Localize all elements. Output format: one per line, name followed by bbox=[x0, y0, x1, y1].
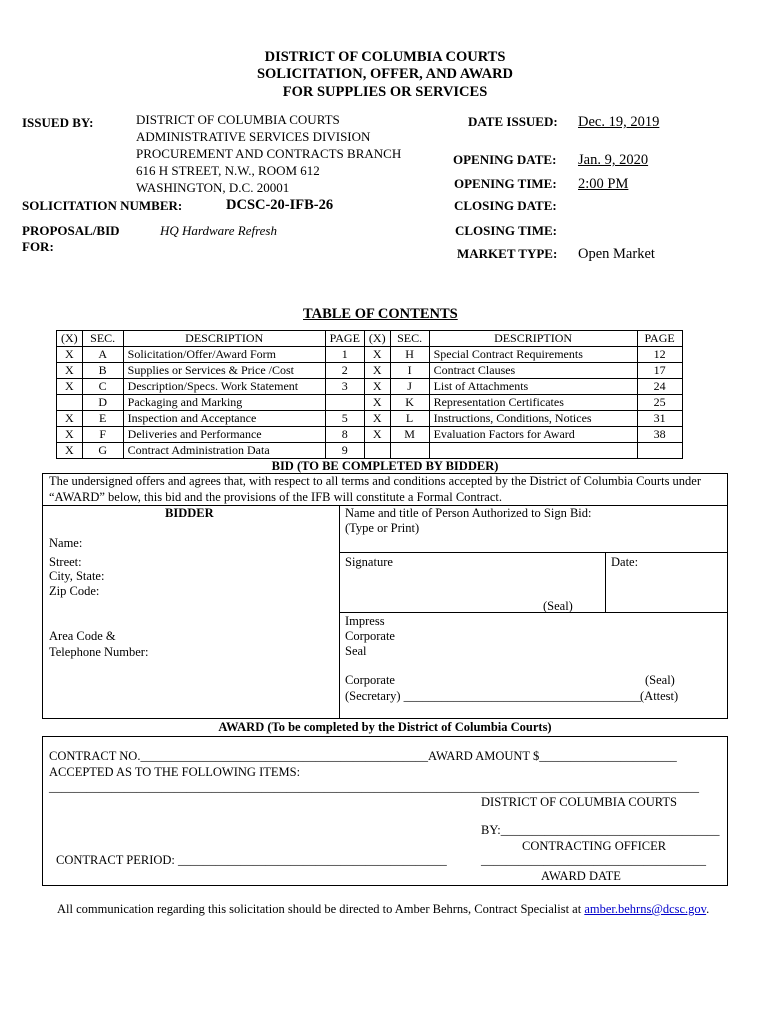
toc-cell: 3 bbox=[325, 379, 364, 395]
contact-email-link[interactable]: amber.behrns@dcsc.gov bbox=[584, 902, 707, 916]
toc-cell: Deliveries and Performance bbox=[123, 427, 325, 443]
toc-cell bbox=[57, 395, 83, 411]
toc-cell: Supplies or Services & Price /Cost bbox=[123, 363, 325, 379]
contract-number-line: CONTRACT NO.______________________________________________AWARD AMOUNT $______________________ bbox=[49, 749, 677, 763]
toc-cell bbox=[325, 395, 364, 411]
closing-time-label: CLOSING TIME: bbox=[455, 223, 557, 238]
toc-cell: X bbox=[57, 411, 83, 427]
toc-cell: 12 bbox=[637, 347, 682, 363]
document-title-line-2: SOLICITATION, OFFER, AND AWARD bbox=[256, 66, 514, 82]
toc-cell: Description/Specs. Work Statement bbox=[123, 379, 325, 395]
attest-label: (Attest) bbox=[640, 689, 679, 703]
toc-cell: 2 bbox=[325, 363, 364, 379]
toc-header-description-left: DESCRIPTION bbox=[123, 331, 325, 347]
toc-cell: L bbox=[390, 411, 429, 427]
closing-date-label: CLOSING DATE: bbox=[454, 198, 557, 213]
toc-cell: E bbox=[82, 411, 123, 427]
solicitation-number: DCSC-20-IFB-26 bbox=[226, 197, 334, 213]
dc-courts-label: DISTRICT OF COLUMBIA COURTS bbox=[481, 795, 677, 809]
toc-cell: X bbox=[57, 347, 83, 363]
corporate-seal-label: (Seal) bbox=[645, 673, 675, 687]
date-divider bbox=[605, 552, 606, 612]
toc-cell: X bbox=[364, 363, 390, 379]
date-issued-label: DATE ISSUED: bbox=[468, 114, 558, 129]
toc-cell: H bbox=[390, 347, 429, 363]
toc-row bbox=[57, 347, 683, 363]
secretary-line: (Secretary) ______________________________________ bbox=[345, 689, 642, 703]
toc-cell: X bbox=[364, 347, 390, 363]
toc-cell: 1 bbox=[325, 347, 364, 363]
toc-cell: K bbox=[390, 395, 429, 411]
opening-time-label: OPENING TIME: bbox=[454, 176, 557, 191]
toc-cell: I bbox=[390, 363, 429, 379]
market-type-value: Open Market bbox=[578, 246, 655, 262]
opening-date-value: Jan. 9, 2020 bbox=[578, 152, 649, 168]
bid-intro-line-1: The undersigned offers and agrees that, with respect to all terms and conditions accepted by the District of Columbia Courts under bbox=[49, 474, 702, 488]
contracting-officer-label: CONTRACTING OFFICER bbox=[522, 839, 667, 853]
proposal-value: HQ Hardware Refresh bbox=[160, 223, 277, 238]
type-or-print-label: (Type or Print) bbox=[345, 521, 420, 535]
by-signature-line: BY:___________________________________ bbox=[481, 823, 720, 837]
toc-cell: Special Contract Requirements bbox=[429, 347, 637, 363]
toc-cell: F bbox=[82, 427, 123, 443]
impress-label: Impress bbox=[345, 614, 385, 628]
signature-label: Signature bbox=[345, 555, 393, 569]
issued-by-label: ISSUED BY: bbox=[22, 115, 94, 130]
toc-cell: B bbox=[82, 363, 123, 379]
signature-top-divider bbox=[339, 552, 728, 553]
toc-cell: X bbox=[57, 427, 83, 443]
toc-cell: 38 bbox=[637, 427, 682, 443]
seal-divider bbox=[339, 612, 728, 613]
toc-cell: J bbox=[390, 379, 429, 395]
toc-header-row bbox=[57, 331, 683, 347]
name-title-label: Name and title of Person Authorized to Sign Bid: bbox=[345, 506, 592, 520]
toc-cell: Contract Administration Data bbox=[123, 443, 325, 459]
proposal-for-label: FOR: bbox=[22, 239, 54, 254]
toc-title: TABLE OF CONTENTS bbox=[303, 306, 458, 322]
toc-cell: 9 bbox=[325, 443, 364, 459]
toc-cell bbox=[364, 443, 390, 459]
award-date-line: ____________________________________ bbox=[481, 853, 706, 867]
impress-seal-label: Seal bbox=[345, 644, 367, 658]
toc-cell bbox=[390, 443, 429, 459]
toc-cell: M bbox=[390, 427, 429, 443]
telephone-label: Telephone Number: bbox=[49, 645, 149, 659]
toc-header-x-right: (X) bbox=[364, 331, 390, 347]
toc-cell: 31 bbox=[637, 411, 682, 427]
toc-cell: Evaluation Factors for Award bbox=[429, 427, 637, 443]
toc-header-sec-right: SEC. bbox=[390, 331, 429, 347]
issuer-line-2: ADMINISTRATIVE SERVICES DIVISION bbox=[136, 129, 371, 144]
corporate-label: Corporate bbox=[345, 673, 395, 687]
award-date-label: AWARD DATE bbox=[541, 869, 621, 883]
market-type-label: MARKET TYPE: bbox=[457, 246, 558, 261]
bidder-label: BIDDER bbox=[165, 506, 214, 520]
toc-cell: X bbox=[57, 443, 83, 459]
footer-text: All communication regarding this solicitation should be directed to Amber Behrns, Contract Specialist at bbox=[57, 902, 582, 916]
toc-row bbox=[57, 411, 683, 427]
toc-cell: Inspection and Acceptance bbox=[123, 411, 325, 427]
issuer-line-3: PROCUREMENT AND CONTRACTS BRANCH bbox=[136, 146, 402, 161]
toc-row bbox=[57, 427, 683, 443]
toc-cell: List of Attachments bbox=[429, 379, 637, 395]
issuer-line-4: 616 H STREET, N.W., ROOM 612 bbox=[136, 163, 320, 178]
toc-cell: 8 bbox=[325, 427, 364, 443]
toc-header-description-right: DESCRIPTION bbox=[429, 331, 637, 347]
toc-cell: Contract Clauses bbox=[429, 363, 637, 379]
toc-cell: 25 bbox=[637, 395, 682, 411]
bid-intro-line-2: “AWARD” below, this bid and the provisions of the IFB will constitute a Formal Contract. bbox=[49, 490, 502, 504]
impress-corporate-label: Corporate bbox=[345, 629, 395, 643]
toc-cell: Solicitation/Offer/Award Form bbox=[123, 347, 325, 363]
toc-cell: 5 bbox=[325, 411, 364, 427]
accepted-items-blank-line: ________________________________________________________________________________________________________ bbox=[49, 780, 699, 794]
toc-row bbox=[57, 443, 683, 459]
toc-cell: X bbox=[364, 395, 390, 411]
bidder-name-label: Name: bbox=[49, 536, 83, 550]
footer-note bbox=[57, 902, 709, 917]
toc-header-page-left: PAGE bbox=[325, 331, 364, 347]
bidder-city-label: City, State: bbox=[49, 569, 105, 583]
signature-seal-label: (Seal) bbox=[543, 599, 573, 613]
opening-date-label: OPENING DATE: bbox=[453, 152, 557, 167]
toc-header-page-right: PAGE bbox=[637, 331, 682, 347]
proposal-bid-label: PROPOSAL/BID bbox=[22, 223, 120, 238]
solicitation-number-label: SOLICITATION NUMBER: bbox=[22, 198, 183, 213]
issuer-line-1: DISTRICT OF COLUMBIA COURTS bbox=[136, 112, 340, 127]
footer-period: . bbox=[706, 902, 710, 916]
opening-time-value: 2:00 PM bbox=[578, 176, 629, 192]
toc-cell: 24 bbox=[637, 379, 682, 395]
area-code-label: Area Code & bbox=[49, 629, 116, 643]
document-title-line-3: FOR SUPPLIES OR SERVICES bbox=[282, 84, 488, 100]
bidder-zip-label: Zip Code: bbox=[49, 584, 100, 598]
toc-cell bbox=[637, 443, 682, 459]
toc-cell: Instructions, Conditions, Notices bbox=[429, 411, 637, 427]
toc-row bbox=[57, 395, 683, 411]
document-title-line-1: DISTRICT OF COLUMBIA COURTS bbox=[264, 49, 506, 65]
signature-date-label: Date: bbox=[611, 555, 639, 569]
toc-cell: G bbox=[82, 443, 123, 459]
toc-cell: X bbox=[57, 379, 83, 395]
toc-cell: X bbox=[57, 363, 83, 379]
toc-cell: A bbox=[82, 347, 123, 363]
toc-table bbox=[56, 330, 683, 459]
toc-cell bbox=[429, 443, 637, 459]
contract-period-line: CONTRACT PERIOD: ___________________________________________ bbox=[56, 853, 447, 867]
issuer-line-5: WASHINGTON, D.C. 20001 bbox=[136, 180, 290, 195]
toc-cell: D bbox=[82, 395, 123, 411]
toc-cell: X bbox=[364, 379, 390, 395]
toc-row bbox=[57, 363, 683, 379]
toc-cell: C bbox=[82, 379, 123, 395]
toc-header-sec-left: SEC. bbox=[82, 331, 123, 347]
toc-header-x-left: (X) bbox=[57, 331, 83, 347]
toc-cell: Representation Certificates bbox=[429, 395, 637, 411]
toc-row bbox=[57, 379, 683, 395]
toc-cell: Packaging and Marking bbox=[123, 395, 325, 411]
toc-cell: X bbox=[364, 427, 390, 443]
toc-cell: X bbox=[364, 411, 390, 427]
date-issued-value: Dec. 19, 2019 bbox=[578, 114, 660, 130]
bidder-street-label: Street: bbox=[49, 555, 82, 569]
toc-cell: 17 bbox=[637, 363, 682, 379]
bid-heading: BID (TO BE COMPLETED BY BIDDER) bbox=[271, 459, 499, 473]
accepted-items-label: ACCEPTED AS TO THE FOLLOWING ITEMS: bbox=[49, 765, 301, 779]
award-heading: AWARD (To be completed by the District of Columbia Courts) bbox=[218, 720, 552, 734]
